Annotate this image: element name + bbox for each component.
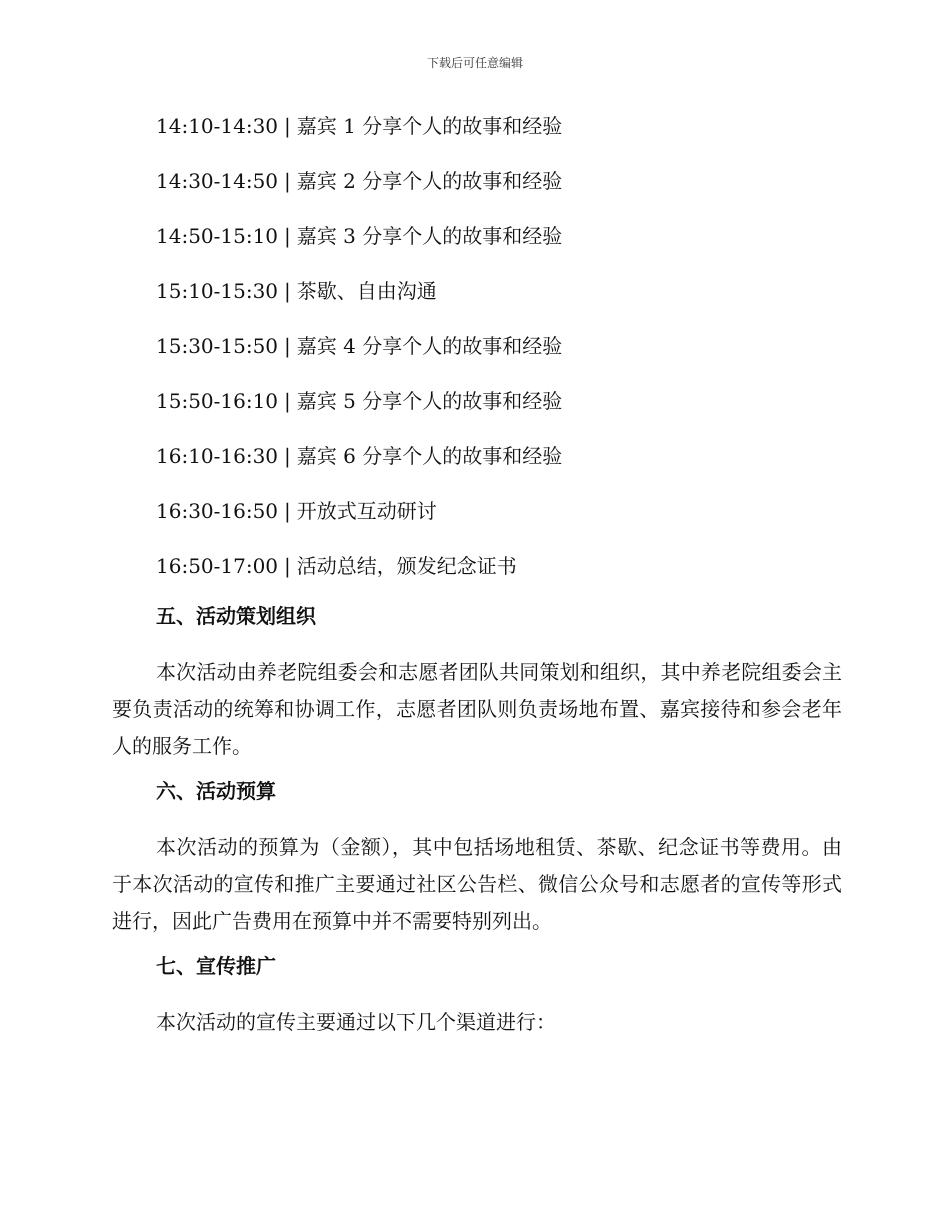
section-heading: 五、活动策划组织 bbox=[156, 604, 316, 628]
schedule-time: 14:30-14:50 bbox=[156, 169, 279, 193]
schedule-item bbox=[156, 489, 842, 544]
schedule-text: 嘉宾 6 分享个人的故事和经验 bbox=[296, 444, 563, 468]
schedule-time: 14:10-14:30 bbox=[156, 114, 279, 138]
schedule-time: 16:50-17:00 bbox=[156, 554, 279, 578]
schedule-text: 嘉宾 1 分享个人的故事和经验 bbox=[296, 114, 563, 138]
section-heading: 六、活动预算 bbox=[156, 779, 276, 803]
schedule-item bbox=[156, 269, 842, 324]
schedule-separator: | bbox=[284, 169, 291, 193]
schedule-time: 15:50-16:10 bbox=[156, 389, 279, 413]
schedule-separator: | bbox=[284, 279, 291, 303]
section-paragraph: 本次活动由养老院组委会和志愿者团队共同策划和组织，其中养老院组委会主要负责活动的统筹和协调工作，志愿者团队则负责场地布置、嘉宾接待和参会老年人的服务工作。 bbox=[112, 660, 842, 758]
schedule-time: 16:30-16:50 bbox=[156, 499, 279, 523]
schedule-text: 嘉宾 4 分享个人的故事和经验 bbox=[296, 334, 563, 358]
schedule-item bbox=[156, 104, 842, 159]
schedule-separator: | bbox=[284, 389, 291, 413]
schedule-separator: | bbox=[284, 114, 291, 138]
section-heading: 七、宣传推广 bbox=[156, 954, 276, 978]
schedule-text: 开放式互动研讨 bbox=[296, 499, 437, 523]
schedule-item bbox=[156, 544, 842, 599]
schedule-text: 活动总结，颁发纪念证书 bbox=[296, 554, 517, 578]
schedule-separator: | bbox=[284, 554, 291, 578]
schedule-separator: | bbox=[284, 224, 291, 248]
schedule-text: 茶歇、自由沟通 bbox=[296, 279, 437, 303]
schedule-time: 16:10-16:30 bbox=[156, 444, 279, 468]
section-paragraph: 本次活动的预算为（金额），其中包括场地租赁、茶歇、纪念证书等费用。由于本次活动的宣传和推广主要通过社区公告栏、微信公众号和志愿者的宣传等形式进行，因此广告费用在预算中并不需要特别列出。 bbox=[112, 835, 842, 933]
schedule-separator: | bbox=[284, 334, 291, 358]
schedule-time: 14:50-15:10 bbox=[156, 224, 279, 248]
schedule-item bbox=[156, 434, 842, 489]
schedule-time: 15:10-15:30 bbox=[156, 279, 279, 303]
schedule-text: 嘉宾 5 分享个人的故事和经验 bbox=[296, 389, 563, 413]
schedule-item bbox=[156, 379, 842, 434]
schedule-item bbox=[156, 324, 842, 379]
section-budget bbox=[112, 774, 842, 940]
document-body bbox=[112, 104, 842, 1050]
schedule-separator: | bbox=[284, 444, 291, 468]
section-planning bbox=[112, 599, 842, 765]
schedule-text: 嘉宾 2 分享个人的故事和经验 bbox=[296, 169, 563, 193]
schedule-item bbox=[156, 214, 842, 269]
section-promotion bbox=[112, 949, 842, 1041]
schedule-list bbox=[112, 104, 842, 599]
section-paragraph: 本次活动的宣传主要通过以下几个渠道进行： bbox=[156, 1010, 556, 1034]
schedule-time: 15:30-15:50 bbox=[156, 334, 279, 358]
page-header: 下载后可任意编辑 bbox=[426, 56, 523, 70]
schedule-item bbox=[156, 159, 842, 214]
schedule-separator: | bbox=[284, 499, 291, 523]
schedule-text: 嘉宾 3 分享个人的故事和经验 bbox=[296, 224, 563, 248]
